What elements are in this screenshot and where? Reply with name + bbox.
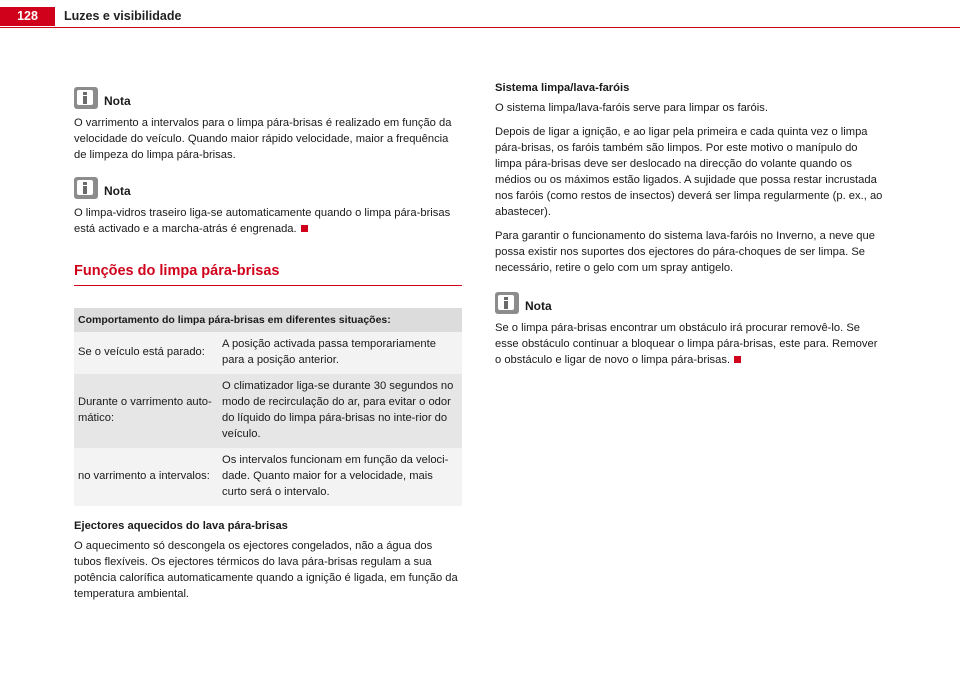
info-icon (74, 87, 98, 109)
note-title: Nota (104, 94, 131, 108)
headlamp-washer-heading: Sistema limpa/lava-faróis (495, 82, 630, 94)
header-rule (0, 27, 960, 28)
page-number: 128 (0, 7, 55, 26)
table-row (74, 374, 462, 448)
table-header: Comportamento do limpa pára-brisas em diferentes situações: (74, 308, 462, 332)
table-cell-situation: no varrimento a intervalos: (74, 448, 218, 506)
info-icon (74, 177, 98, 199)
note-title: Nota (104, 184, 131, 198)
paragraph: O sistema limpa/lava-faróis serve para limpar os faróis. (495, 102, 768, 114)
section-title: Funções do limpa pára-brisas (74, 263, 462, 286)
table-cell-situation: Se o veículo está parado: (74, 332, 218, 374)
ejectors-text: O aquecimento só descongela os ejectores congelados, não a água dos tubos flexíveis. Os ejectores térmicos do lava pára-brisas regulam a sua potência calorífica automaticamente quando a ignição é ligada, em função da temperatura ambiental. (74, 540, 458, 600)
note-block-1 (74, 87, 462, 163)
table-cell-behaviour: O climatizador liga-se durante 30 segundos no modo de recirculação do ar, para evitar o odor do líquido do limpa pára-brisas no inte-rior do veículo. (218, 374, 462, 448)
note-text: O limpa-vidros traseiro liga-se automaticamente quando o limpa pára-brisas está activado e a marcha-atrás é engrenada. (74, 207, 451, 235)
left-column (74, 87, 462, 610)
paragraph: Depois de ligar a ignição, e ao ligar pela primeira e cada quinta vez o limpa pára-brisas, os faróis também são limpos. Por este motivo o manípulo do limpa pára-brisas deve ser deslocado na direcção do volante quando os médios ou os máximos estão ligados. A sujidade que possa restar incrustada nos faróis (como restos de insectos) deverá ser limpa regularmente (p. ex., ao abastecer). (495, 126, 883, 218)
table-cell-behaviour: A posição activada passa temporariamente para a posição anterior. (218, 332, 462, 374)
note-block-2 (74, 177, 462, 237)
note-block-3 (495, 292, 885, 368)
end-of-section-icon (734, 356, 741, 363)
note-text: O varrimento a intervalos para o limpa pára-brisas é realizado em função da velocidade do veículo. Quando maior rápido velocidade, maior a frequência de limpeza do limpa pára-brisas. (74, 117, 452, 161)
note-title: Nota (525, 299, 552, 313)
table-cell-behaviour: Os intervalos funcionam em função da veloci-dade. Quanto maior for a velocidade, mais curto será o intervalo. (218, 448, 462, 506)
table-row (74, 448, 462, 506)
paragraph: Para garantir o funcionamento do sistema lava-faróis no Inverno, a neve que possa existir nos suportes dos ejectores do pára-choques de ser limpa. Se necessário, retire o gelo com um spray antigelo. (495, 230, 875, 274)
right-column (495, 80, 885, 376)
info-icon (495, 292, 519, 314)
table-cell-situation: Durante o varrimento auto-mático: (74, 374, 218, 448)
chapter-title: Luzes e visibilidade (64, 9, 182, 23)
wiper-behaviour-table (74, 308, 462, 506)
table-row (74, 332, 462, 374)
end-of-section-icon (301, 225, 308, 232)
note-text: Se o limpa pára-brisas encontrar um obstáculo irá procurar removê-lo. Se esse obstáculo continuar a bloquear o limpa pára-brisas, este para. Remover o obstáculo e ligar de novo o limpa pára-brisas. (495, 322, 878, 366)
page-header (0, 0, 960, 28)
ejectors-heading: Ejectores aquecidos do lava pára-brisas (74, 520, 288, 532)
